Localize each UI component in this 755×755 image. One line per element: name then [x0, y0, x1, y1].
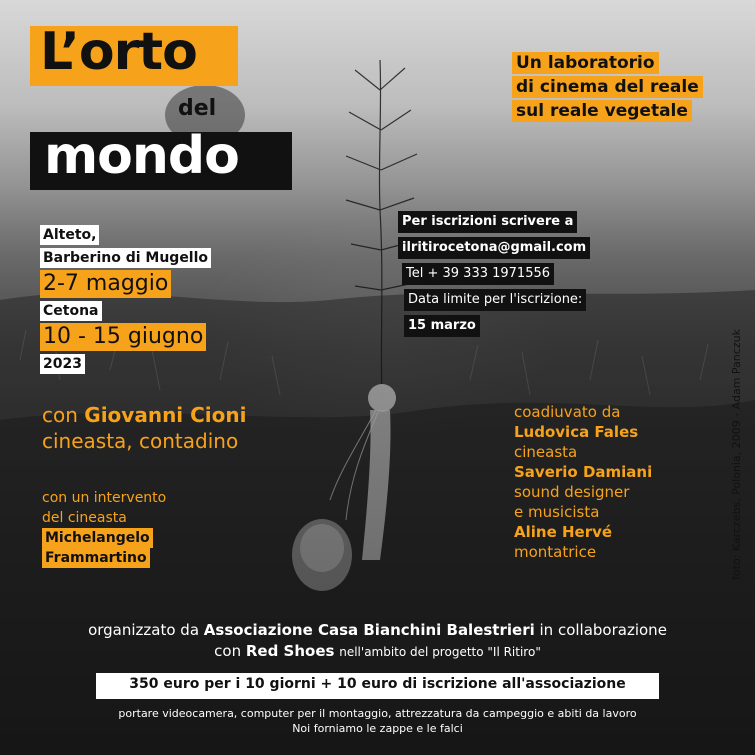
location1-dates: 2-7 maggio	[40, 270, 171, 298]
registration-email[interactable]: ilritirocetona@gmail.com	[398, 237, 590, 259]
staff-role: e musicista	[514, 503, 600, 521]
year: 2023	[40, 354, 85, 374]
price-bar	[96, 673, 659, 699]
location1-place2: Barberino di Mugello	[40, 248, 211, 268]
tagline-line: di cinema del reale	[512, 76, 703, 98]
guest-line2: del cineasta	[42, 510, 127, 526]
location2-place: Cetona	[40, 301, 102, 321]
location2-dates: 10 - 15 giugno	[40, 323, 206, 351]
organizer-org1: Associazione Casa Bianchini Balestrieri	[203, 621, 535, 639]
organizer-block	[0, 620, 755, 663]
staff-role: sound designer	[514, 483, 630, 501]
organizer-con: con	[214, 642, 242, 660]
organizer-mid: in collaborazione	[539, 621, 667, 639]
notes-block	[0, 706, 755, 736]
organizer-org2: Red Shoes	[245, 642, 335, 660]
title-line1: L’orto	[40, 22, 197, 82]
guest-line1: con un intervento	[42, 490, 167, 506]
registration-phone[interactable]: Tel + 39 333 1971556	[402, 263, 554, 285]
teacher-block	[42, 402, 247, 454]
notes-line1: portare videocamera, computer per il montaggio, attrezzatura da campeggio e abiti da lavoro	[118, 707, 637, 720]
notes-line2: Noi forniamo le zappe e le falci	[292, 722, 463, 735]
tagline-line: Un laboratorio	[512, 52, 659, 74]
staff-block	[514, 402, 652, 562]
title-line3: mondo	[44, 126, 239, 186]
tagline-line: sul reale vegetale	[512, 100, 692, 122]
staff-name: Ludovica Fales	[514, 423, 639, 441]
organizer-prefix: organizzato da	[88, 621, 200, 639]
teacher-prefix: con	[42, 403, 78, 427]
registration-info	[398, 210, 590, 340]
staff-intro: coadiuvato da	[514, 403, 621, 421]
staff-role: cineasta	[514, 443, 578, 461]
guest-name1: Michelangelo	[42, 528, 153, 548]
location1-place1: Alteto,	[40, 225, 99, 245]
guest-block	[42, 488, 166, 568]
staff-name: Saverio Damiani	[514, 463, 653, 481]
organizer-suffix: nell'ambito del progetto "Il Ritiro"	[339, 645, 541, 659]
price-text: 350 euro per i 10 giorni + 10 euro di iscrizione all'associazione	[129, 676, 626, 692]
title-line2: del	[178, 96, 217, 121]
registration-deadline-label: Data limite per l'iscrizione:	[404, 289, 586, 311]
title-line3-block	[30, 126, 292, 190]
title-line1-block	[30, 22, 238, 86]
staff-name: Aline Hervé	[514, 523, 613, 541]
tagline	[512, 52, 722, 124]
locations	[40, 224, 211, 376]
photo-credit: foto: Karczebs, Polonia, 2009 - Adam Panczuk	[730, 329, 743, 580]
teacher-name: Giovanni Cioni	[84, 403, 247, 427]
guest-name2: Frammartino	[42, 548, 150, 568]
registration-deadline: 15 marzo	[404, 315, 480, 337]
registration-intro: Per iscrizioni scrivere a	[398, 211, 577, 233]
staff-role: montatrice	[514, 543, 597, 561]
teacher-role: cineasta, contadino	[42, 429, 239, 453]
